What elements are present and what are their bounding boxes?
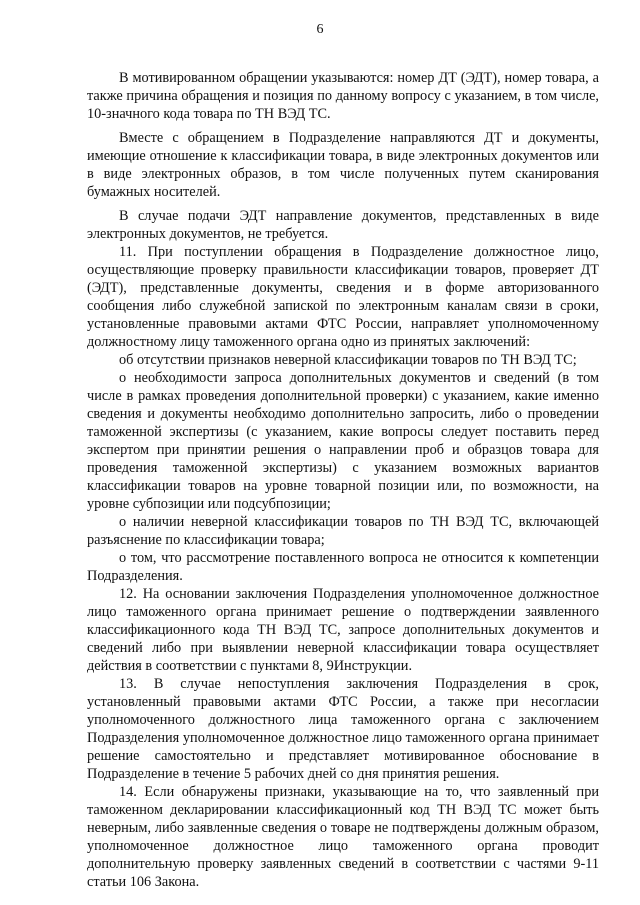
paragraph-item-13: 13. В случае непоступления заключения Подразделения в срок, установленный правовыми актами ФТС России, а также при несогласии уполномоченного должностного лица таможенного органа с заключением Подразделения уполномоченное должностное лицо таможенного органа принимает решение самостоятельно и представляет мотивированное обоснование в Подразделение в течение 5 рабочих дней со дня принятия решения. (87, 676, 599, 782)
paragraph-conclusion-not-competent: о том, что рассмотрение поставленного вопроса не относится к компетенции Подразделения. (87, 550, 599, 584)
paragraph-item-12: 12. На основании заключения Подразделения уполномоченное должностное лицо таможенного органа принимает решение о подтверждении заявленного классификационного кода ТН ВЭД ТС, запросе дополнительных документов и сведений либо при выявлении неверной классификации товара осуществляет действия в соответствии с пунктами 8, 9Инструкции. (87, 586, 599, 674)
paragraph-conclusion-incorrect: о наличии неверной классификации товаров по ТН ВЭД ТС, включающей разъяснение по классификации товара; (87, 514, 599, 548)
paragraph-item-14: 14. Если обнаружены признаки, указывающие на то, что заявленный при таможенном декларировании классификационный код ТН ВЭД ТС может быть неверным, либо заявленные сведения о товаре не подтверждены должным образом, уполномоченное должностное лицо таможенного органа проводит дополнительную проверку заявленных сведений в соответствии с частями 9-11 статьи 106 Закона. (87, 784, 599, 890)
paragraph-item-11: 11. При поступлении обращения в Подразделение должностное лицо, осуществляющие проверку правильности классификации товаров, проверяет ДТ (ЭДТ), представленные документы, сведения и в форме авторизованного сообщения либо служебной запиской по электронным каналам связи в сроки, установленные правовыми актами ФТС России, направляет уполномоченному должностному лицу таможенного органа одно из принятых заключений: (87, 244, 599, 350)
paragraph-conclusion-request-docs: о необходимости запроса дополнительных документов и сведений (в том числе в рамках проведения дополнительной проверки) с указанием, какие именно сведения и документы необходимо дополнительно запросить, либо о проведении таможенной экспертизы (с указанием, какие вопросы следует поставить перед экспертом при принятии решения о направлении проб и образцов товара для проведения таможенной экспертизы) с указанием возможных вариантов классификации товаров на уровне товарной позиции или, по возможности, на уровне субпозиции или подсубпозиции; (87, 370, 599, 512)
paragraph-conclusion-no-signs: об отсутствии признаков неверной классификации товаров по ТН ВЭД ТС; (119, 352, 577, 368)
paragraph-motivated-request: В мотивированном обращении указываются: номер ДТ (ЭДТ), номер товара, а также причина обращения и позиция по данному вопросу с указанием, в том числе, 10-значного кода товара по ТН ВЭД ТС. (87, 70, 599, 122)
paragraph-documents-sent: Вместе с обращением в Подразделение направляются ДТ и документы, имеющие отношение к классификации товара, в виде электронных документов или в виде электронных образов, в том числе полученных путем сканирования бумажных носителей. (87, 130, 599, 200)
page-number: 6 (316, 22, 324, 37)
document-body (87, 69, 599, 891)
paragraph-edt-case: В случае подачи ЭДТ направление документов, представленных в виде электронных документов, не требуется. (87, 208, 599, 242)
